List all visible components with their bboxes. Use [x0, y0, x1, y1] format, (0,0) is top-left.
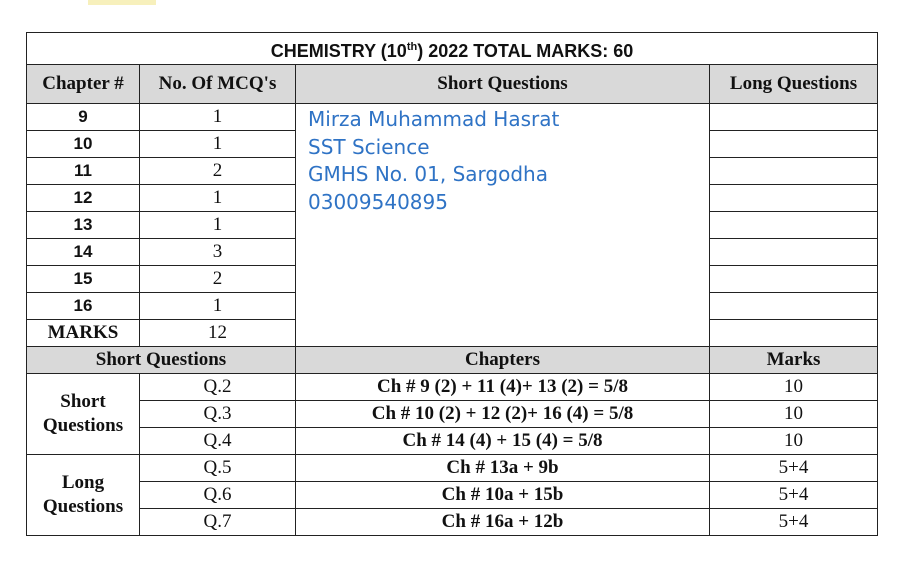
- author-school: GMHS No. 01, Sargodha: [308, 162, 548, 186]
- author-subject: SST Science: [308, 134, 430, 159]
- chapter-cell: 10: [27, 131, 140, 158]
- section-header-chapters: Chapters: [296, 347, 710, 374]
- header-long-questions: Long Questions: [710, 65, 878, 104]
- question-chapters: Ch # 10 (2) + 12 (2)+ 16 (4) = 5/8: [296, 401, 710, 428]
- chapter-cell: 9: [27, 104, 140, 131]
- page-title: [27, 33, 878, 65]
- mcq-count-cell: 3: [140, 239, 296, 266]
- section-header-row: [27, 347, 878, 374]
- chapter-cell: 14: [27, 239, 140, 266]
- group-label-line1: Short: [60, 391, 106, 412]
- question-marks: 5+4: [710, 455, 878, 482]
- long-questions-cell: [710, 104, 878, 131]
- question-row: [27, 401, 878, 428]
- question-row: [27, 374, 878, 401]
- long-questions-cell: [710, 131, 878, 158]
- question-number: Q.5: [140, 455, 296, 482]
- question-number: Q.7: [140, 509, 296, 536]
- question-marks: 5+4: [710, 509, 878, 536]
- header-short-questions: Short Questions: [296, 65, 710, 104]
- header-mcqs: No. Of MCQ's: [140, 65, 296, 104]
- author-name: Mirza Muhammad Hasrat: [308, 107, 560, 131]
- author-note: [308, 106, 559, 216]
- question-chapters: Ch # 9 (2) + 11 (4)+ 13 (2) = 5/8: [296, 374, 710, 401]
- question-marks: 10: [710, 374, 878, 401]
- question-number: Q.3: [140, 401, 296, 428]
- long-questions-cell: [710, 185, 878, 212]
- table-row: [27, 104, 878, 131]
- header-row: [27, 65, 878, 104]
- chapter-cell: 11: [27, 158, 140, 185]
- long-questions-cell: [710, 239, 878, 266]
- chapter-cell: 16: [27, 293, 140, 320]
- short-questions-group-label: [27, 374, 140, 455]
- question-number: Q.2: [140, 374, 296, 401]
- long-questions-cell: [710, 266, 878, 293]
- long-questions-cell: [710, 293, 878, 320]
- question-number: Q.4: [140, 428, 296, 455]
- question-number: Q.6: [140, 482, 296, 509]
- title-row: [27, 33, 878, 65]
- mcq-count-cell: 1: [140, 293, 296, 320]
- section-header-type: Short Questions: [27, 347, 296, 374]
- mcq-count-cell: 2: [140, 158, 296, 185]
- header-chapter: Chapter #: [27, 65, 140, 104]
- long-questions-cell: [710, 212, 878, 239]
- author-phone: 03009540895: [308, 189, 448, 214]
- marks-label: MARKS: [27, 320, 140, 347]
- question-marks: 5+4: [710, 482, 878, 509]
- question-row: [27, 482, 878, 509]
- title-superscript: th: [406, 40, 418, 53]
- question-chapters: Ch # 16a + 12b: [296, 509, 710, 536]
- mcq-count-cell: 2: [140, 266, 296, 293]
- short-questions-column: [296, 104, 710, 347]
- group-label-line2: Questions: [42, 496, 124, 517]
- decorative-top-mark: [88, 0, 156, 5]
- group-label-line1: Long: [61, 472, 105, 493]
- question-chapters: Ch # 14 (4) + 15 (4) = 5/8: [296, 428, 710, 455]
- question-marks: 10: [710, 401, 878, 428]
- question-chapters: Ch # 10a + 15b: [296, 482, 710, 509]
- chapter-cell: 13: [27, 212, 140, 239]
- long-questions-cell: [710, 320, 878, 347]
- long-questions-group-label: [27, 455, 140, 536]
- question-row: [27, 428, 878, 455]
- long-questions-cell: [710, 158, 878, 185]
- question-row: [27, 509, 878, 536]
- marks-value: 12: [140, 320, 296, 347]
- chemistry-paper-scheme-table: [26, 32, 878, 536]
- title-suffix: ) 2022 TOTAL MARKS: 60: [417, 40, 634, 61]
- question-chapters: Ch # 13a + 9b: [296, 455, 710, 482]
- chapter-cell: 15: [27, 266, 140, 293]
- mcq-count-cell: 1: [140, 185, 296, 212]
- question-marks: 10: [710, 428, 878, 455]
- section-header-marks: Marks: [710, 347, 878, 374]
- mcq-count-cell: 1: [140, 131, 296, 158]
- title-prefix: CHEMISTRY (10: [270, 40, 407, 61]
- group-label-line2: Questions: [42, 415, 124, 436]
- mcq-count-cell: 1: [140, 104, 296, 131]
- question-row: [27, 455, 878, 482]
- chapter-cell: 12: [27, 185, 140, 212]
- mcq-count-cell: 1: [140, 212, 296, 239]
